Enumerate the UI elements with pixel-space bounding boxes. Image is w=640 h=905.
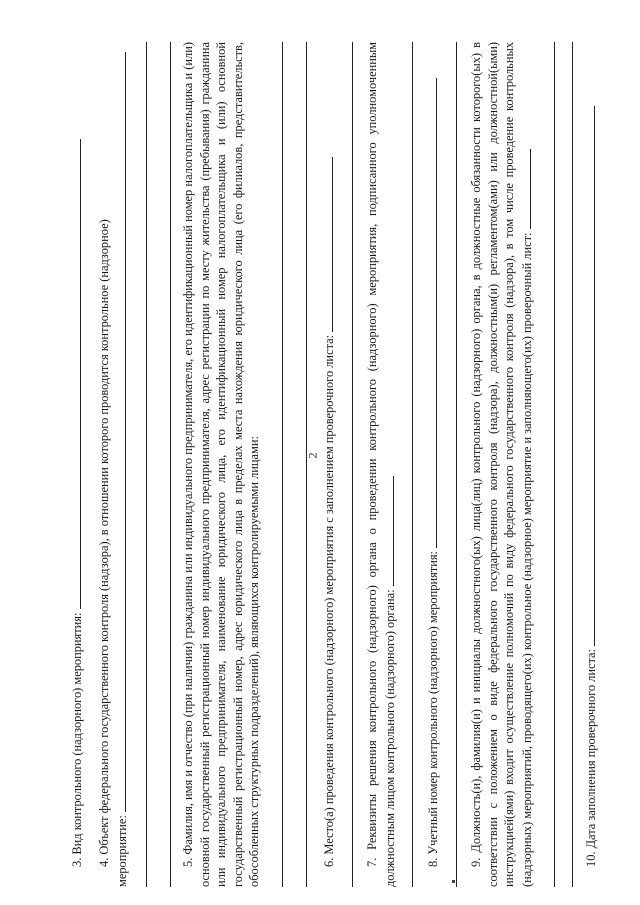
item-4 bbox=[96, 42, 113, 887]
item-9-fill-line bbox=[518, 149, 531, 229]
item-8-fill-line bbox=[424, 78, 437, 548]
blank-line bbox=[170, 42, 171, 887]
blank-line bbox=[282, 42, 283, 887]
blank-line bbox=[412, 42, 413, 887]
item-5 bbox=[180, 42, 263, 887]
item-7-text: 7. Реквизиты решения контрольного (надзорного) органа о проведении контрольного (надзорного) мероприятия, подписанного уполномоченным должностным лицом контрольного (надзорного) органа: bbox=[365, 42, 397, 887]
blank-line bbox=[572, 42, 573, 887]
item-4-text-cont: мероприятие: bbox=[115, 815, 129, 887]
item-7-fill-line bbox=[381, 476, 394, 586]
item-6-text: 6. Место(а) проведения контрольного (надзорного) мероприятия с заполнением проверочного листа: bbox=[322, 334, 336, 867]
blank-line bbox=[554, 42, 555, 887]
item-6 bbox=[320, 42, 338, 887]
item-7 bbox=[364, 42, 398, 887]
item-10-fill-line bbox=[582, 106, 595, 646]
item-3-fill-line bbox=[68, 139, 81, 609]
rotated-document-body bbox=[46, 42, 606, 887]
form-content bbox=[46, 42, 606, 887]
item-4-fill-line bbox=[113, 52, 126, 812]
item-4-text: 4. Объект федерального государственного контроля (надзора), в отношении которого проводится контрольное (надзорное) bbox=[97, 219, 111, 867]
page-number: 2 bbox=[305, 452, 320, 459]
item-3 bbox=[68, 42, 86, 887]
item-5-text: 5. Фамилия, имя и отчество (при наличии) гражданина или индивидуального предпринимателя, его идентификационный номер налогоплательщика и (или) основной государственный регистрационный номер индивидуального предпринимателя, адрес регистрации по месту жительства (пребывания) гражданина или индивидуального предпринимателя, наименование юридического лица, его идентификационный номер налогоплательщика и (или) основной государственный регистрационный номер, адрес юридического лица в пределах места нахождения юридического лица (его филиалов, представительств, обособленных структурных подразделений), являющихся контролируемыми лицами: bbox=[181, 42, 262, 887]
item-8 bbox=[424, 42, 442, 887]
item-6-fill-line bbox=[320, 157, 333, 332]
blank-line bbox=[306, 42, 307, 887]
item-4-cont bbox=[113, 42, 131, 887]
item-10 bbox=[582, 42, 600, 887]
blank-line bbox=[146, 42, 147, 887]
item-3-text: 3. Вид контрольного (надзорного) мероприятия: bbox=[70, 612, 84, 867]
blank-line bbox=[352, 42, 353, 887]
item-9 bbox=[468, 42, 535, 887]
scan-speck bbox=[452, 880, 455, 883]
item-8-text: 8. Учетный номер контрольного (надзорного) мероприятия: bbox=[426, 551, 440, 867]
item-9-text: 9. Должность(и), фамилия(и) и инициалы должностного(ых) лица(лиц) контрольного (надзорного) органа, в должностные обязанности которого(ых) в соответствии с положением о виде федерального государственного контроля (надзора), должностным(и) регламентом(ами) или должностной(ыми) инструкцией(ями) входит осуществление полномочий по виду федерального государственного контроля (надзора), в том числе проведение контрольных (надзорных) мероприятий, проводящего(их) контрольное (надзорное) мероприятие и заполняющего(их) проверочный лист: bbox=[469, 42, 534, 887]
item-10-text: 10. Дата заполнения проверочного листа: bbox=[584, 649, 598, 867]
blank-line bbox=[456, 42, 457, 887]
